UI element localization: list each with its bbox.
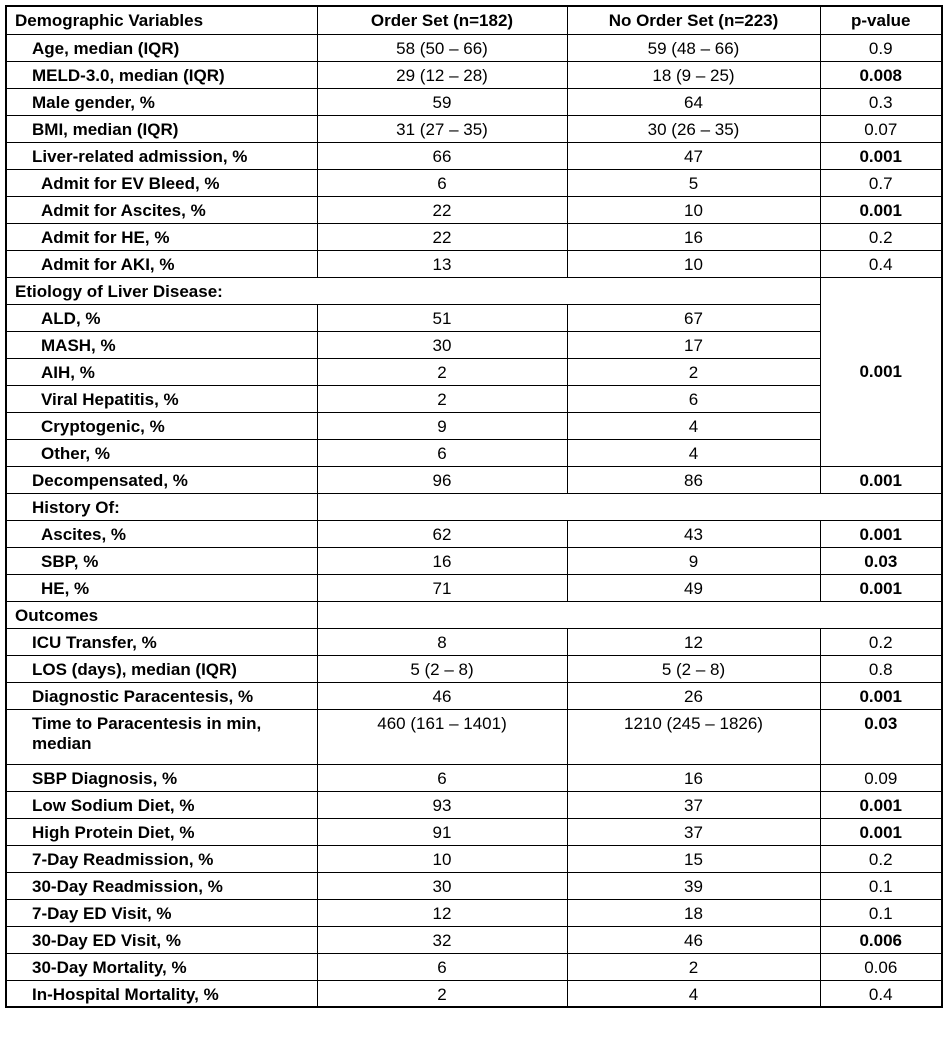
order-set-value: 32 (317, 926, 567, 953)
section-label-outcomes: Outcomes (6, 601, 317, 628)
p-value: 0.2 (820, 223, 942, 250)
order-set-value: 71 (317, 574, 567, 601)
row-label: ALD, % (6, 304, 317, 331)
row-label: MELD-3.0, median (IQR) (6, 61, 317, 88)
order-set-value: 93 (317, 791, 567, 818)
table-row (6, 655, 942, 682)
row-label: In-Hospital Mortality, % (6, 980, 317, 1007)
row-label: LOS (days), median (IQR) (6, 655, 317, 682)
p-value: 0.03 (820, 547, 942, 574)
row-label: Cryptogenic, % (6, 412, 317, 439)
order-set-value: 10 (317, 845, 567, 872)
no-order-set-value: 18 (567, 899, 820, 926)
no-order-set-value: 17 (567, 331, 820, 358)
section-label-etiology: Etiology of Liver Disease: (6, 277, 820, 304)
no-order-set-value: 86 (567, 466, 820, 493)
table-row (6, 196, 942, 223)
order-set-value: 59 (317, 88, 567, 115)
no-order-set-value: 37 (567, 791, 820, 818)
header-no-order-set: No Order Set (n=223) (567, 6, 820, 34)
no-order-set-value: 10 (567, 250, 820, 277)
no-order-set-value: 43 (567, 520, 820, 547)
row-label: 30-Day ED Visit, % (6, 926, 317, 953)
row-label: ICU Transfer, % (6, 628, 317, 655)
order-set-value: 91 (317, 818, 567, 845)
row-label: Ascites, % (6, 520, 317, 547)
order-set-value: 30 (317, 872, 567, 899)
row-label: Admit for Ascites, % (6, 196, 317, 223)
order-set-value: 51 (317, 304, 567, 331)
row-label: Low Sodium Diet, % (6, 791, 317, 818)
row-label: SBP, % (6, 547, 317, 574)
order-set-value: 96 (317, 466, 567, 493)
order-set-value: 2 (317, 980, 567, 1007)
header-row (6, 6, 942, 34)
p-value: 0.1 (820, 872, 942, 899)
table-row-section (6, 277, 942, 304)
table-container (5, 5, 943, 1008)
order-set-value: 22 (317, 196, 567, 223)
p-value: 0.1 (820, 899, 942, 926)
table-row (6, 709, 942, 764)
header-p-value: p-value (820, 6, 942, 34)
order-set-value: 66 (317, 142, 567, 169)
row-label: Viral Hepatitis, % (6, 385, 317, 412)
no-order-set-value: 16 (567, 764, 820, 791)
p-value: 0.001 (820, 682, 942, 709)
row-label: BMI, median (IQR) (6, 115, 317, 142)
p-value: 0.4 (820, 980, 942, 1007)
row-label: SBP Diagnosis, % (6, 764, 317, 791)
row-label: Admit for HE, % (6, 223, 317, 250)
table-row (6, 88, 942, 115)
no-order-set-value: 18 (9 – 25) (567, 61, 820, 88)
p-value: 0.8 (820, 655, 942, 682)
demographics-table (5, 5, 943, 1008)
p-value: 0.2 (820, 628, 942, 655)
table-row (6, 980, 942, 1007)
table-row (6, 574, 942, 601)
no-order-set-value: 10 (567, 196, 820, 223)
section-label-history: History Of: (6, 493, 317, 520)
no-order-set-value: 2 (567, 953, 820, 980)
order-set-value: 58 (50 – 66) (317, 34, 567, 61)
p-value: 0.001 (820, 142, 942, 169)
p-value: 0.4 (820, 250, 942, 277)
table-row (6, 682, 942, 709)
p-value: 0.7 (820, 169, 942, 196)
p-value: 0.001 (820, 196, 942, 223)
row-label: 7-Day Readmission, % (6, 845, 317, 872)
table-row (6, 764, 942, 791)
order-set-value: 460 (161 – 1401) (317, 709, 567, 764)
order-set-value: 46 (317, 682, 567, 709)
table-row (6, 899, 942, 926)
order-set-value: 29 (12 – 28) (317, 61, 567, 88)
table-row (6, 953, 942, 980)
table-row (6, 169, 942, 196)
row-label: AIH, % (6, 358, 317, 385)
no-order-set-value: 5 (2 – 8) (567, 655, 820, 682)
empty-cell (317, 493, 942, 520)
row-label: Age, median (IQR) (6, 34, 317, 61)
order-set-value: 5 (2 – 8) (317, 655, 567, 682)
row-label: High Protein Diet, % (6, 818, 317, 845)
no-order-set-value: 26 (567, 682, 820, 709)
order-set-value: 6 (317, 764, 567, 791)
p-value: 0.001 (820, 574, 942, 601)
table-row (6, 547, 942, 574)
no-order-set-value: 64 (567, 88, 820, 115)
p-value-etiology: 0.001 (820, 277, 942, 466)
p-value: 0.001 (820, 466, 942, 493)
no-order-set-value: 30 (26 – 35) (567, 115, 820, 142)
empty-cell (317, 601, 942, 628)
row-label: Time to Paracentesis in min, median (6, 709, 317, 764)
table-row (6, 115, 942, 142)
p-value: 0.07 (820, 115, 942, 142)
order-set-value: 30 (317, 331, 567, 358)
table-row (6, 439, 942, 466)
row-label: Diagnostic Paracentesis, % (6, 682, 317, 709)
p-value: 0.03 (820, 709, 942, 764)
p-value: 0.001 (820, 520, 942, 547)
table-row (6, 926, 942, 953)
no-order-set-value: 37 (567, 818, 820, 845)
table-row (6, 466, 942, 493)
no-order-set-value: 12 (567, 628, 820, 655)
table-row-section (6, 493, 942, 520)
table-row (6, 791, 942, 818)
table-row-section (6, 601, 942, 628)
no-order-set-value: 39 (567, 872, 820, 899)
order-set-value: 6 (317, 439, 567, 466)
p-value: 0.008 (820, 61, 942, 88)
no-order-set-value: 4 (567, 980, 820, 1007)
p-value: 0.3 (820, 88, 942, 115)
header-order-set: Order Set (n=182) (317, 6, 567, 34)
row-label: Admit for AKI, % (6, 250, 317, 277)
no-order-set-value: 59 (48 – 66) (567, 34, 820, 61)
order-set-value: 31 (27 – 35) (317, 115, 567, 142)
table-row (6, 385, 942, 412)
row-label: Liver-related admission, % (6, 142, 317, 169)
row-label: HE, % (6, 574, 317, 601)
row-label: 7-Day ED Visit, % (6, 899, 317, 926)
no-order-set-value: 16 (567, 223, 820, 250)
order-set-value: 6 (317, 169, 567, 196)
table-row (6, 628, 942, 655)
row-label: 30-Day Mortality, % (6, 953, 317, 980)
no-order-set-value: 67 (567, 304, 820, 331)
row-label: Male gender, % (6, 88, 317, 115)
table-row (6, 304, 942, 331)
no-order-set-value: 46 (567, 926, 820, 953)
table-row (6, 250, 942, 277)
header-variables: Demographic Variables (6, 6, 317, 34)
table-row (6, 331, 942, 358)
p-value: 0.9 (820, 34, 942, 61)
p-value: 0.2 (820, 845, 942, 872)
no-order-set-value: 6 (567, 385, 820, 412)
row-label: MASH, % (6, 331, 317, 358)
table-row (6, 61, 942, 88)
no-order-set-value: 15 (567, 845, 820, 872)
order-set-value: 6 (317, 953, 567, 980)
p-value: 0.001 (820, 791, 942, 818)
row-label: 30-Day Readmission, % (6, 872, 317, 899)
order-set-value: 13 (317, 250, 567, 277)
p-value: 0.001 (820, 818, 942, 845)
table-row (6, 845, 942, 872)
no-order-set-value: 47 (567, 142, 820, 169)
table-row (6, 520, 942, 547)
no-order-set-value: 49 (567, 574, 820, 601)
no-order-set-value: 4 (567, 412, 820, 439)
no-order-set-value: 2 (567, 358, 820, 385)
order-set-value: 8 (317, 628, 567, 655)
table-row (6, 34, 942, 61)
no-order-set-value: 9 (567, 547, 820, 574)
order-set-value: 62 (317, 520, 567, 547)
row-label: Other, % (6, 439, 317, 466)
order-set-value: 2 (317, 358, 567, 385)
p-value: 0.09 (820, 764, 942, 791)
table-row (6, 358, 942, 385)
table-row (6, 872, 942, 899)
order-set-value: 9 (317, 412, 567, 439)
row-label: Decompensated, % (6, 466, 317, 493)
order-set-value: 22 (317, 223, 567, 250)
no-order-set-value: 5 (567, 169, 820, 196)
order-set-value: 12 (317, 899, 567, 926)
table-row (6, 223, 942, 250)
p-value: 0.006 (820, 926, 942, 953)
no-order-set-value: 4 (567, 439, 820, 466)
table-row (6, 142, 942, 169)
row-label: Admit for EV Bleed, % (6, 169, 317, 196)
table-row (6, 818, 942, 845)
order-set-value: 16 (317, 547, 567, 574)
p-value: 0.06 (820, 953, 942, 980)
order-set-value: 2 (317, 385, 567, 412)
table-row (6, 412, 942, 439)
no-order-set-value: 1210 (245 – 1826) (567, 709, 820, 764)
